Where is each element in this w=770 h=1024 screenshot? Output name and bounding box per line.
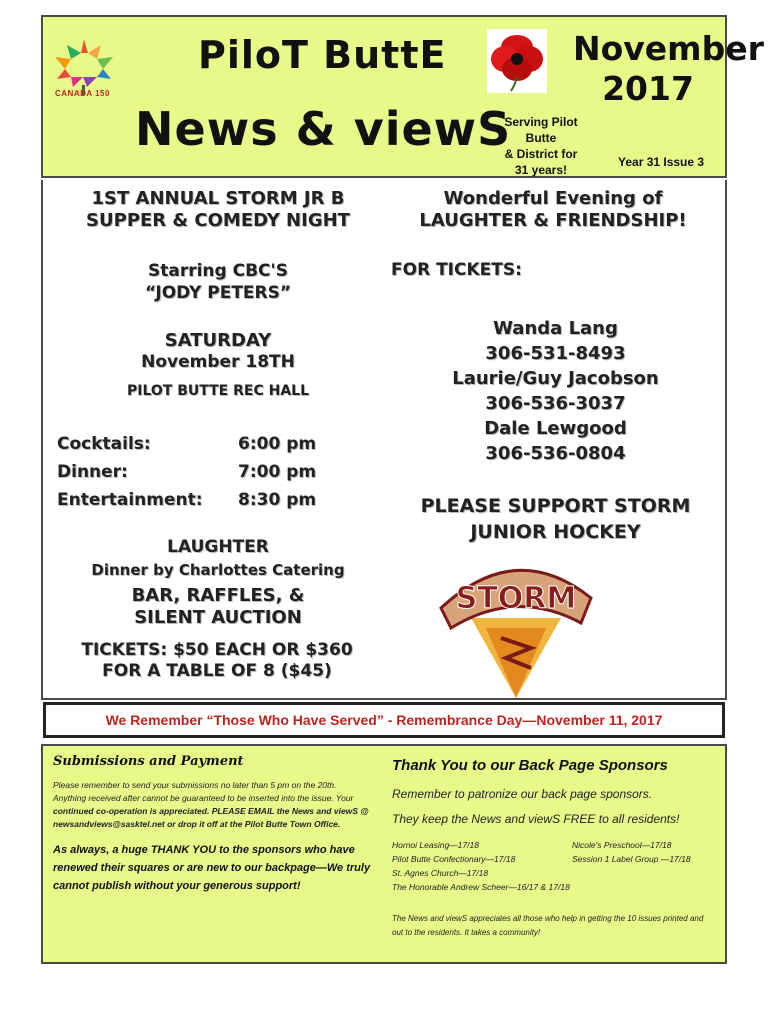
contact-phone: 306-531-8493 [485, 343, 626, 364]
sponsors-list-col1 [392, 838, 570, 894]
masthead [41, 15, 764, 178]
sponsor-item: Hornoi Leasing—17/18 [392, 840, 479, 850]
event-subheadline-line: Wonderful Evening of [443, 188, 663, 209]
sponsors-list-col2 [572, 838, 691, 866]
issue-month: November [573, 29, 764, 68]
submissions-heading: Submissions and Payment [53, 754, 244, 769]
contact-phone: 306-536-0804 [485, 443, 626, 464]
event-date: November 18TH [141, 352, 295, 372]
event-headline-line: SUPPER & COMEDY NIGHT [86, 210, 350, 231]
event-day: SATURDAY [164, 330, 272, 351]
canada-150-label: CANADA 150 [55, 89, 110, 98]
ticket-price-line: TICKETS: $50 EACH OR $360 [81, 640, 353, 660]
for-tickets-label: FOR TICKETS: [391, 260, 522, 280]
sponsor-item: St. Agnes Church—17/18 [392, 868, 489, 878]
schedule-time: 8:30 pm [238, 490, 317, 510]
catering-label: Dinner by Charlottes Catering [91, 561, 345, 579]
serving-line: & District for [504, 147, 578, 161]
support-line: PLEASE SUPPORT STORM [420, 495, 691, 517]
sponsors-line1: Remember to patronize our back page sponsors. [392, 787, 653, 801]
submissions-body [53, 779, 388, 831]
schedule-times [238, 430, 316, 514]
ticket-price-line: FOR A TABLE OF 8 ($45) [102, 661, 332, 681]
newsletter-title-line1: PiloT ButtE [198, 33, 447, 77]
event-subheadline-line: LAUGHTER & FRIENDSHIP! [419, 210, 687, 231]
issue-month-year [573, 29, 764, 109]
sponsor-item: Session 1 Label Group —17/18 [572, 854, 691, 864]
event-flyer [41, 180, 727, 700]
support-line: JUNIOR HOCKEY [470, 521, 641, 543]
event-subheadline [388, 188, 718, 232]
event-headline-line: 1ST ANNUAL STORM JR B [91, 188, 345, 209]
storm-logo-text: STORM [455, 581, 577, 616]
contact-name: Wanda Lang [493, 318, 618, 339]
schedule-label: Entertainment: [57, 490, 203, 510]
issue-number: Year 31 Issue 3 [618, 155, 705, 169]
starring-line: Starring CBC'S [148, 261, 288, 281]
schedule-label: Dinner: [57, 462, 128, 482]
starring-line: “JODY PETERS” [144, 283, 292, 303]
contact-name: Laurie/Guy Jacobson [452, 368, 659, 389]
serving-line: 31 years! [514, 163, 568, 177]
bar-raffles-auction [53, 585, 383, 629]
bar-line: BAR, RAFFLES, & [131, 585, 305, 606]
serving-line: Serving Pilot Butte [504, 115, 578, 145]
ticket-prices [47, 640, 387, 682]
schedule-time: 7:00 pm [238, 462, 317, 482]
submissions-line: Please remember to send your submissions no later than 5 pm on the 20th. [53, 780, 337, 790]
issue-year: 2017 [602, 69, 694, 108]
schedule-time: 6:00 pm [238, 434, 317, 454]
ticket-contacts [388, 316, 723, 466]
submissions-line: Anything received after cannot be guaranteed to be inserted into the issue. Your [53, 793, 354, 803]
schedule-label: Cocktails: [57, 434, 151, 454]
sponsors-line2: They keep the News and viewS FREE to all residents! [392, 812, 680, 826]
event-venue: PILOT BUTTE REC HALL [127, 383, 309, 399]
contact-name: Dale Lewgood [484, 418, 627, 439]
sponsor-item: Nicole's Preschool—17/18 [572, 840, 672, 850]
sponsors-footer: The News and viewS appreciates all those who help in getting the 10 issues printed and out to the residents. It takes a community! [392, 914, 704, 937]
sponsors-heading: Thank You to our Back Page Sponsors [392, 757, 668, 774]
bar-line: SILENT AUCTION [134, 607, 302, 628]
event-headline [53, 188, 383, 232]
submissions-line: continued co-operation is appreciated. PLEASE EMAIL the News and viewS @ [53, 806, 369, 816]
schedule-labels [57, 430, 203, 514]
contact-phone: 306-536-3037 [485, 393, 626, 414]
support-message [388, 493, 723, 545]
storm-hockey-logo [431, 548, 601, 698]
newsletter-title-line2: News & viewS [135, 102, 512, 156]
sponsor-thanks: As always, a huge THANK YOU to the sponsors who have renewed their squares or are new to our backpage—We truly cannot publish without your generous support! [53, 844, 371, 892]
starring [53, 260, 383, 304]
submissions-line: newsandviews@sasktel.net or drop it off at the Pilot Butte Town Office. [53, 819, 341, 829]
sponsor-item: Pilot Butte Confectionary—17/18 [392, 854, 516, 864]
laughter-label: LAUGHTER [167, 537, 269, 557]
info-box [41, 744, 727, 964]
remembrance-banner: We Remember “Those Who Have Served” - Remembrance Day—November 11, 2017 [43, 702, 725, 738]
sponsor-item: The Honorable Andrew Scheer—16/17 & 17/18 [392, 882, 570, 892]
poppy-icon [487, 29, 547, 93]
serving-tagline [491, 114, 591, 178]
